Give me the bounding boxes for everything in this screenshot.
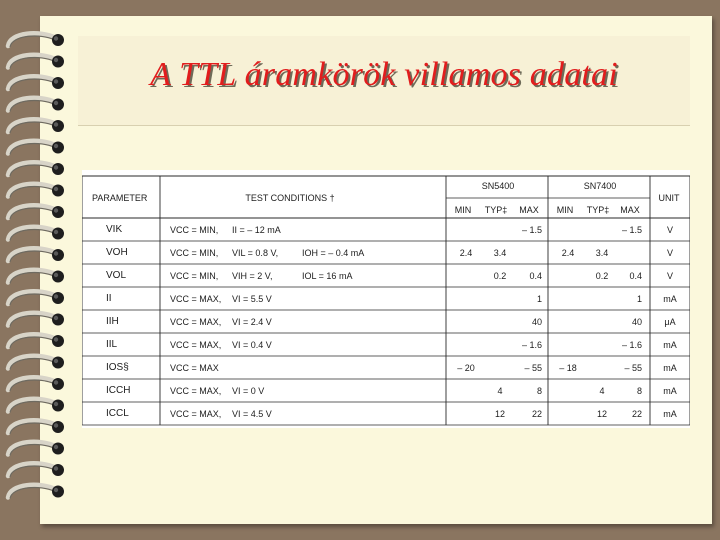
binding-ring — [8, 442, 64, 456]
slide-title: A TTL áramkörök villamos adatai — [150, 56, 618, 93]
unit-cell: mA — [663, 340, 677, 350]
param-cell: ICCH — [106, 385, 131, 396]
param-cell: ICCL — [106, 408, 129, 419]
sn5400-typ-cell: 12 — [494, 409, 506, 419]
sn7400-typ-cell: 3.4 — [595, 248, 609, 258]
sn5400-max-cell: – 1.5 — [521, 225, 542, 235]
cond2-cell: VI = 4.5 V — [232, 409, 272, 419]
cond3-cell: IOL = 16 mA — [302, 271, 353, 281]
header-sn5400-typ: TYP‡ — [484, 205, 508, 215]
sn5400-typ-cell: 4 — [497, 386, 503, 396]
binding-ring — [8, 119, 64, 133]
cond1-cell: VCC = MAX, — [170, 386, 222, 396]
cond2-cell: VI = 5.5 V — [232, 294, 272, 304]
unit-cell: V — [666, 225, 674, 235]
header-test-conditions: TEST CONDITIONS † — [245, 193, 335, 203]
binding-ring — [8, 463, 64, 477]
binding-ring — [8, 334, 64, 348]
param-cell: VIK — [106, 224, 123, 235]
sn5400-min-cell: 2.4 — [459, 248, 473, 258]
binding-ring — [8, 248, 64, 262]
header-sn7400-min: MIN — [556, 205, 574, 215]
cond1-cell: VCC = MAX — [170, 363, 219, 373]
cond2-cell: VI = 0.4 V — [232, 340, 272, 350]
unit-cell: mA — [663, 294, 677, 304]
sn7400-max-cell: – 1.6 — [621, 340, 642, 350]
header-sn7400: SN7400 — [583, 181, 617, 191]
cond2-cell: II = – 12 mA — [232, 225, 281, 235]
cond3-cell: IOH = – 0.4 mA — [302, 248, 365, 258]
sn7400-max-cell: 22 — [631, 409, 642, 419]
binding-ring — [8, 227, 64, 241]
header-sn5400-min: MIN — [454, 205, 472, 215]
param-cell: II — [106, 293, 112, 304]
sn7400-typ-cell: 12 — [596, 409, 608, 419]
param-cell: IOS§ — [106, 362, 129, 373]
sn7400-min-cell: – 18 — [559, 363, 577, 373]
header-unit: UNIT — [658, 193, 680, 203]
binding-ring — [8, 356, 64, 370]
binding-ring — [8, 184, 64, 198]
cond1-cell: VCC = MIN, — [170, 225, 219, 235]
sn7400-min-cell: 2.4 — [561, 248, 575, 258]
cond2-cell: VIH = 2 V, — [232, 271, 273, 281]
binding-ring — [8, 76, 64, 90]
unit-cell: V — [666, 271, 674, 281]
binding-ring — [8, 162, 64, 176]
param-cell: VOH — [106, 247, 128, 258]
binding-ring — [8, 377, 64, 391]
param-cell: IIL — [106, 339, 118, 350]
binding-ring — [8, 55, 64, 69]
cond1-cell: VCC = MIN, — [170, 248, 219, 258]
binding-ring — [8, 420, 64, 434]
cond1-cell: VCC = MAX, — [170, 294, 222, 304]
binding-ring — [8, 33, 64, 47]
unit-cell: mA — [663, 386, 677, 396]
binding-ring — [8, 141, 64, 155]
header-sn5400-max: MAX — [519, 205, 539, 215]
sn5400-max-cell: 22 — [531, 409, 542, 419]
sn7400-max-cell: 8 — [636, 386, 642, 396]
cond1-cell: VCC = MIN, — [170, 271, 219, 281]
sn7400-max-cell: 1 — [636, 294, 642, 304]
unit-cell: mA — [663, 409, 677, 419]
cond1-cell: VCC = MAX, — [170, 409, 222, 419]
sn5400-max-cell: 40 — [531, 317, 542, 327]
binding-ring — [8, 205, 64, 219]
sn5400-max-cell: – 55 — [524, 363, 542, 373]
spiral-binding — [0, 0, 80, 540]
cond2-cell: VI = 2.4 V — [232, 317, 272, 327]
sn5400-typ-cell: 0.2 — [493, 271, 507, 281]
binding-ring — [8, 98, 64, 112]
sn5400-max-cell: 1 — [536, 294, 542, 304]
binding-ring — [8, 313, 64, 327]
header-sn7400-typ: TYP‡ — [586, 205, 610, 215]
param-cell: IIH — [106, 316, 119, 327]
header-sn7400-max: MAX — [620, 205, 640, 215]
unit-cell: V — [666, 248, 674, 258]
cond1-cell: VCC = MAX, — [170, 340, 222, 350]
header-parameter: PARAMETER — [92, 193, 148, 203]
cond1-cell: VCC = MAX, — [170, 317, 222, 327]
binding-ring — [8, 270, 64, 284]
cond2-cell: VI = 0 V — [232, 386, 265, 396]
unit-cell: μA — [664, 317, 676, 327]
binding-ring — [8, 399, 64, 413]
sn5400-max-cell: 8 — [536, 386, 542, 396]
sn7400-typ-cell: 4 — [599, 386, 605, 396]
sn7400-max-cell: – 55 — [624, 363, 642, 373]
binding-ring — [8, 291, 64, 305]
param-cell: VOL — [106, 270, 127, 281]
cond2-cell: VIL = 0.8 V, — [232, 248, 279, 258]
sn7400-typ-cell: 0.2 — [595, 271, 609, 281]
header-sn5400: SN5400 — [481, 181, 515, 191]
unit-cell: mA — [663, 363, 677, 373]
sn5400-min-cell: – 20 — [457, 363, 475, 373]
ttl-data-table — [82, 170, 690, 428]
sn5400-max-cell: 0.4 — [529, 271, 542, 281]
binding-ring — [8, 485, 64, 499]
sn7400-max-cell: – 1.5 — [621, 225, 642, 235]
sn5400-typ-cell: 3.4 — [493, 248, 507, 258]
sn5400-max-cell: – 1.6 — [521, 340, 542, 350]
sn7400-max-cell: 40 — [631, 317, 642, 327]
sn7400-max-cell: 0.4 — [629, 271, 642, 281]
